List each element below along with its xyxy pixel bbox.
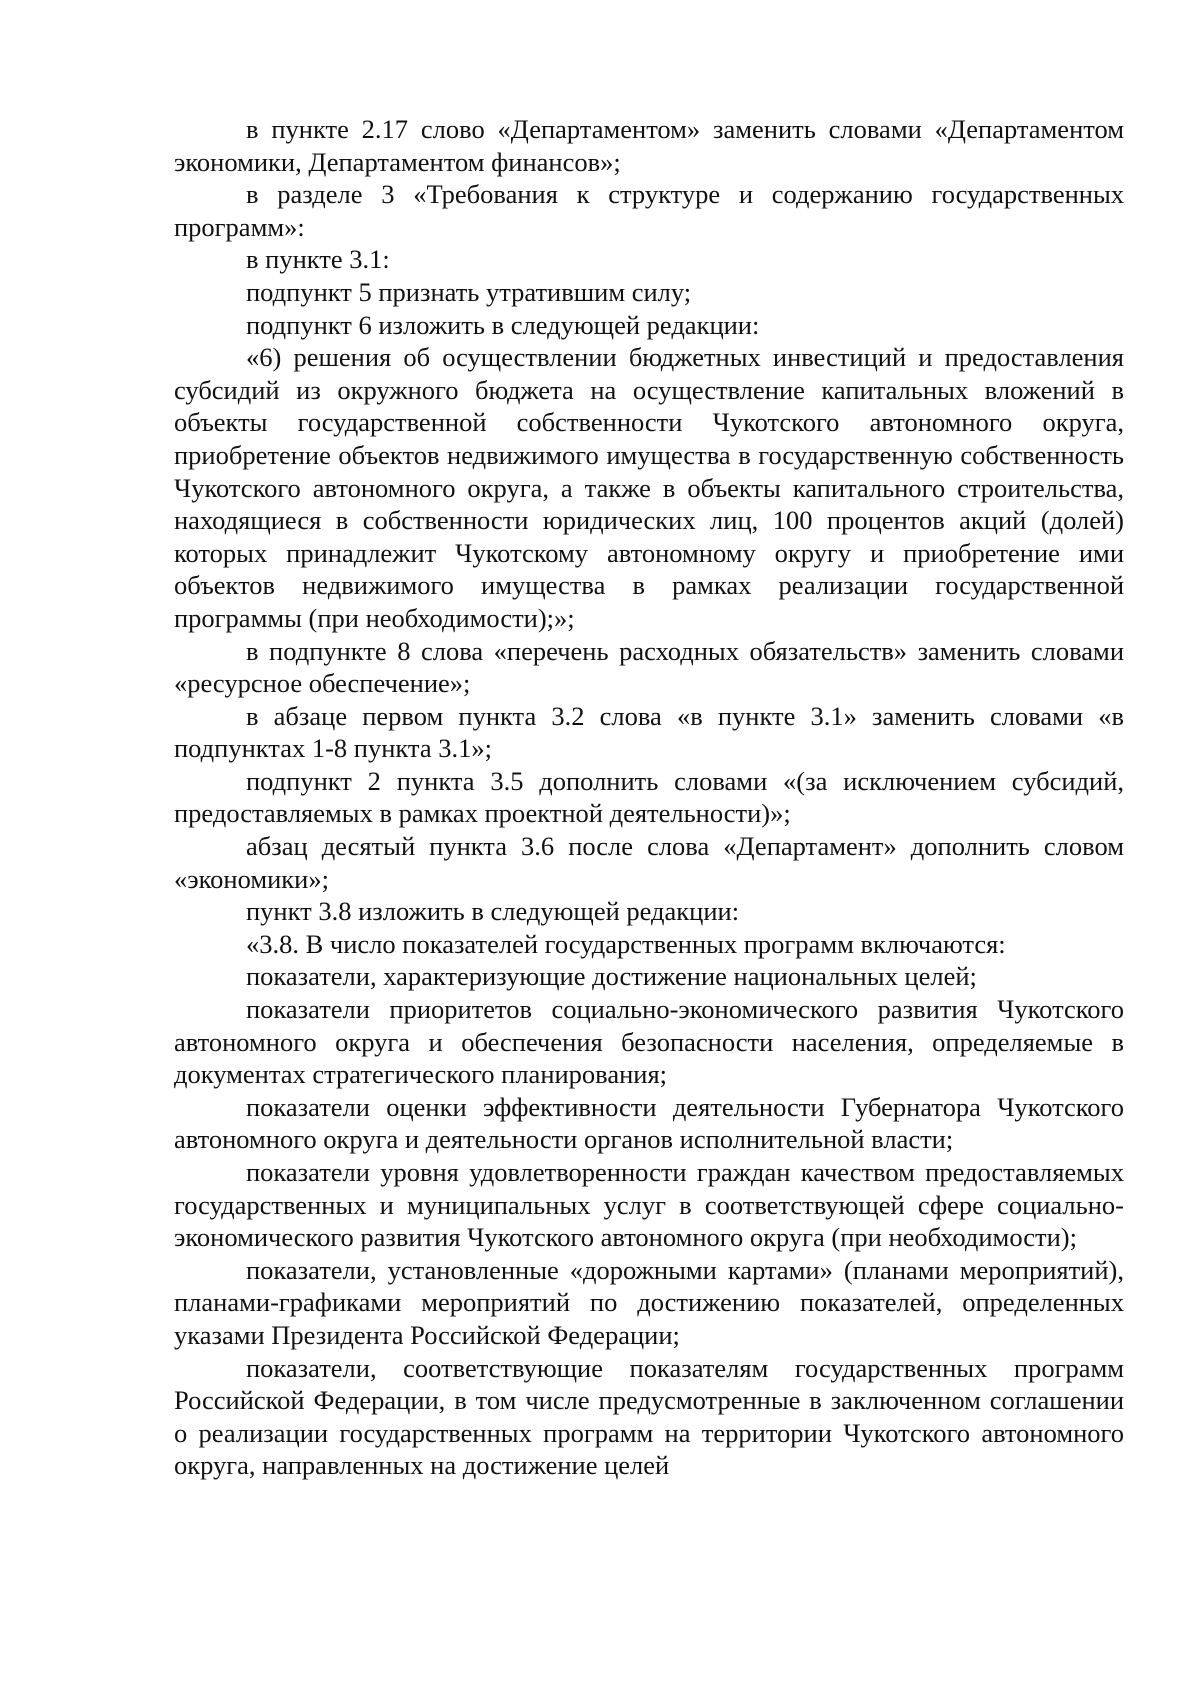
paragraph-point-3-6: абзац десятый пункта 3.6 после слова «Департамент» дополнить словом «экономики»; [174,831,1124,894]
paragraph-point-3-1: в пункте 3.1: [246,244,390,275]
paragraph-subpoint-8: в подпункте 8 слова «перечень расходных обязательств» заменить словами «ресурсное обеспечение»; [174,635,1124,699]
paragraph-point-3-2: в абзаце первом пункта 3.2 слова «в пункте 3.1» заменить словами «в подпунктах 1-8 пункта 3.1»; [174,700,1124,764]
paragraph-indicators-satisfaction: показатели уровня удовлетворенности граждан качеством предоставляемых государственных и муниципальных услуг в соответствующей сфере социально-экономического развития Чукотского автономного округа (при необходимости); [174,1157,1124,1253]
paragraph-point-3-8: пункт 3.8 изложить в следующей редакции: [246,896,740,927]
document-page [174,113,1124,1482]
paragraph-indicators-roadmaps: показатели, установленные «дорожными картами» (планами мероприятий), планами-графиками мероприятий по достижению показателей, определенных указами Президента Российской Федерации; [174,1254,1124,1350]
paragraph-point-3-5: подпункт 2 пункта 3.5 дополнить словами «(за исключением субсидий, предоставляемых в рамках проектной деятельности)»; [174,765,1124,829]
paragraph-point-3-8-text: «3.8. В число показателей государственных программ включаются: [246,928,1006,959]
paragraph-indicators-efficiency: показатели оценки эффективности деятельности Губернатора Чукотского автономного округа и деятельности органов исполнительной власти; [174,1091,1124,1155]
paragraph-indicators-priorities: показатели приоритетов социально-экономического развития Чукотского автономного округа и обеспечения безопасности населения, определяемые в документах стратегического планирования; [174,994,1124,1090]
paragraph-2-17: в пункте 2.17 слово «Департаментом» заменить словами «Департаментом экономики, Департаментом финансов»; [174,114,1124,177]
paragraph-subpoint-6: подпункт 6 изложить в следующей редакции: [246,309,760,340]
paragraph-subpoint-5: подпункт 5 признать утратившим силу; [246,276,692,307]
paragraph-indicators-national: показатели, характеризующие достижение национальных целей; [246,961,977,992]
paragraph-section-3: в разделе 3 «Требования к структуре и содержанию государственных программ»: [174,179,1124,242]
paragraph-indicators-federal: показатели, соответствующие показателям государственных программ Российской Федерации, в том числе предусмотренные в заключенном соглашении о реализации государственных программ на территории Чукотского автономного округа, направленных на достижение целей [174,1352,1124,1481]
paragraph-subpoint-6-text: «6) решения об осуществлении бюджетных инвестиций и предоставления субсидий из окружного бюджета на осуществление капитальных вложений в объекты государственной собственности Чукотского автономного округа, приобретение объектов недвижимого имущества в государственную собственность Чукотского автономного округа, а также в объекты капитального строительства, находящиеся в собственности юридических лиц, 100 процентов акций (долей) которых принадлежит Чукотскому автономному округу и приобретение ими объектов недвижимого имущества в рамках реализации государственной программы (при необходимости);»; [174,342,1124,633]
